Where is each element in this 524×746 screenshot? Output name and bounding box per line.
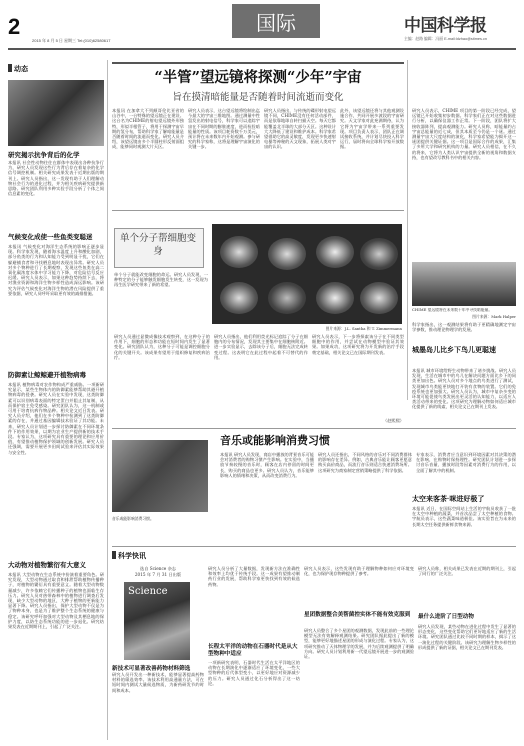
story2-title: 城墨岛儿比乡下鸟儿更聪速 — [412, 347, 496, 354]
sci-intro: 单个分子就能改变细胞的命运。研究人员发现，一种特定的分子能够触发细胞发生转变，这一发现为再生医学研究带来了新的希望。 — [114, 272, 208, 288]
section-tab: 国际 — [232, 4, 320, 38]
story3-body: 本报讯 近日，在国际空间站上生活的宇航员收获了一批在太空中种植的蔬菜，并首次品尝了太空种植的食物。宇航员表示，这些蔬菜味道极佳。该实验旨在为未来的长期太空任务提供新鲜食物来源。 — [412, 506, 516, 527]
consumer-caption: 音乐或能影响消费习惯。 — [112, 516, 154, 521]
bottom-col3: 研究人员表示，这些发现有助于理解物种如何应对环境变化，也为保护现存物种提供了参考。 — [304, 566, 414, 577]
art3-title: 防御素让鲸鲸避开植物病毒 — [8, 372, 86, 379]
main-right-divider — [407, 60, 408, 400]
journal-cover — [124, 582, 190, 660]
bottom-label-marker — [112, 551, 116, 559]
masthead: 中国科学报 — [404, 16, 487, 36]
right-col-text2: 科学家指出，这一观测结果将有助于更精确地测定宇宙学参数，推动理论物理学的发展。 — [412, 322, 516, 333]
date-line: 2015 年 8 月 5 日 星期三 Tel:(010)62580617 — [32, 38, 111, 43]
main-top-rule — [112, 62, 404, 64]
sci-col1: 研究人员通过显微成像技术观察到，在这种分子的作用下，细胞的形态和功能在短时间内发生了显著变化。研究团队认为，这种分子可能是调控细胞分化的关键开关。该成果有望用于组织修复和疾病治疗。 — [114, 334, 210, 360]
pull-quote: 单个分子帮细胞变身 — [119, 233, 196, 257]
journal-source: 选自 Science 杂志 — [140, 566, 176, 571]
art3-body: 本报讯 植物病毒对农作物构成严重威胁。一项新研究显示，某些生物体内的防御素能够帮助其避开植物病毒的侵袭。研究人员在实验中发现，这类防御素可以识别病毒表面的特定蛋白并阻止其复制，从而保护宿主免受感染。研究团队认为，这一机制或可用于培育抗病作物品种。相关论文近日发表。研究人员介绍，他们在多个物种中检测到了这类防御素的存在，并通过基因编辑技术验证了其功能。未来，研究人员计划进一步探讨防御素在不同环境条件下的作用效果，以期为农业生产提供新的技术手段。专家认为，这项研究具有重要的理论和应用价值，有望推动植物保护领域的创新发展。研究人员还强调，需要开展更多田间试验来评估其实际效果与安全性。 — [8, 382, 104, 455]
right-col-text: 研究人员表示，CHIME 项目的第一阶段已经完成，望远镜已开始收集初步数据。科学家们正在对这些数据进行分析，以确保仪器工作正常。下一阶段，团队将扩大接收器阵列，提高观测能力。研究人员称，暗能量约占宇宙总能量的近七成，但其本质至今仍是一个谜。通过测量宇宙大尺度结构的演化，科学家希望能为揭开这一谜团提供关键证据。这一项目是国际合作的成果，汇集了多所大学和研究机构的力量。研究人员相信，在不久的将来，它将为人类认识宇宙提供全新的视角和数据支持，也有望改写教科书中的相关内容。 — [412, 108, 516, 160]
consumer-col2: 研究人员还指出，不同风格的音乐对不同消费群体的影响存在差异。例如，古典音乐能让顾客更愿意购买高价商品，而流行音乐则适合快速消费场所。这项研究为商家制定营销策略提供了科学依据。 — [318, 452, 412, 473]
main-credit: （赵熙熙） — [383, 418, 404, 423]
story-b-title: 长程太平洋的动物在石器时代是从大型物种中适应 — [208, 644, 298, 657]
consumer-top-rule — [112, 428, 516, 429]
art2-title: 气候变化成使一些鱼类变聪迷 — [8, 234, 93, 241]
contact-line: 主编：赵路 编辑：冯丽 E-mail:ldzhao@stimes.cn — [404, 37, 487, 41]
sci-col3: 研究人员表示，下一步将探索该分子在不同类型细胞中的作用，并尝试在动物模型中验证其效果。如果成功，这项研究将为开发新的治疗手段奠定基础，相关论文已在国际期刊发表。 — [312, 334, 404, 355]
main-title: “半管”望远镜将探测“少年”宇宙 — [154, 69, 362, 86]
main-col3: 研究人员指出，与传统的碟形射电望远镜不同，CHIME没有任何活动部件，而是依靠地球自转扫描天空。每天它都能覆盖北半球的大部分天区。这种设计大大降低了建设和维护成本。科学家希望借助它的高灵敏度，发现更多快速射电暴等神秘的天文现象，拓展人类对宇宙的认识。 — [264, 108, 336, 150]
art4-body: 本报讯 大型动物在生态系统中扮演着重要角色。研究发现，大型动物通过取食和排泄帮助植物传播种子，对植物的繁衍具有重要意义。随着大型动物数量减少，许多依赖它们传播种子的植物也面临生存压力。研究人员对热带森林中的植物进行调查后发现，缺少大型动物的地区，大种子植物的更新能力显著下降。研究人员指出，保护大型动物不仅是为了物种本身，也是为了维护整个生态系统的健康与稳定。该研究呼吁加强对大型动物及其栖息地的保护力度，以防生态系统功能的进一步退化。研究结果发表在近期期刊上，引起了广泛关注。 — [8, 572, 104, 630]
bottom-label: 科学快讯 — [118, 553, 146, 560]
bottom-col4: 研究人员称，相关成果已发表在近期的期刊上，引起了同行的广泛关注。 — [418, 566, 516, 577]
story-b-body: 一项新研究表明，石器时代生活在太平洋地区的动物在长期演化中逐渐适应了环境变化，一些大型物种的后代体型变小，以更好地应对资源减少的压力。研究人员通过化石分析得出了这一结论。 — [208, 660, 300, 686]
header-rule — [8, 48, 516, 50]
story-a-body: 研究人员开发出一种新技术，能够显著提高药物材料的筛选效率。该技术利用高通量方法，可在短时间内测试大量候选物质，为新药研发节约时间和成本。 — [112, 672, 204, 693]
main-col1: 本报讯 在加拿大不列颠哥伦比亚省的山谷中，一台特殊的望远镜正在建设。这台名为CHIME的射电望远镜外形独特，形似半根管子，将用于探测宇宙早期的氢分布，帮助科学家了解暗能量是否随着时间的流逝而变化。研究人员介绍，该望远镜由多个半圆柱形反射面组成，能够同时观测大片天区。 — [112, 108, 184, 150]
art4-title: 大动物对植物繁衍有大意义 — [8, 562, 86, 569]
consumer-col3: 专家表示，消费者应当意识到环境因素对其决策的潜在影响，在购物时保持理性。研究团队计划进一步探讨音乐音量、播放时段等因素对消费行为的作用，以全面了解其中的机制。 — [416, 452, 516, 473]
bottom-top-rule — [112, 546, 516, 547]
cover-title: Science — [128, 586, 168, 597]
left-label: 动态 — [14, 66, 28, 73]
bottom-col2: 研究人员分析了大量数据，发现新方法在准确性和效率上均优于传统手段。这一成果有望推动制药行业的发展，帮助科学家更快找到有效的候选药物。 — [208, 566, 300, 587]
page-number: 2 — [8, 14, 21, 39]
story2-body: 本报讯 城市环境给野生动物带来了诸多挑战。研究人员发现，生活在城市中的鸟儿在解决问题方面比乡下的同类更加出色。研究人员对多个地点的鸟类进行了测试，发现城市鸟类能更快地打开装有食物的装置。它们的免疫系统也更加强大。研究人员认为，城市中复杂多变的环境可能促使鸟类发展出更灵活的认知能力，以适应人类活动带来的变化。这项研究为理解动物如何适应城市化提供了新的线索，相关论文已在期刊上发表。 — [412, 368, 516, 410]
main-col2: 研究人员表示，这台望远镜将绘制出迄今最大的宇宙三维地图。通过测量中性氢发出的射电信号，科学家可以追踪宇宙在不同时期的膨胀速度，进而检验暗能量的性质。该项目耗资数千万美元，预计将在未来数年内开始观测。参与研究的科学家称，这将是理解宇宙演化的关键一步。 — [188, 108, 260, 150]
art1-title: 研究揭示抗争背后的化学 — [8, 152, 80, 159]
chime-credit: 图片来源：Mark Halper — [472, 314, 516, 319]
left-divider — [107, 60, 108, 740]
story-d-title: 最什么进阶了日型动物 — [418, 614, 474, 620]
art2-body: 本报讯 气候变化对海洋生态系统的影响正逐步显现。科学家发现，随着海水温度上升和酸化加剧，部分鱼类的行为和认知能力受到明显干扰，它们在躲避捕食者和寻找栖息地时表现出异常。研究人员对多个物种进行了长期观察，发现这些鱼类在高二氧化碳浓度水体中学习能力下降，对危险信号反应迟缓。研究人员表示，如果这种趋势持续下去，将对渔业资源和海洋生物多样性造成深远影响。该研究为评估气候变化对海洋生物的潜在风险提供了重要依据，研究人员呼吁采取更有效的减排措施。 — [8, 244, 104, 296]
main-col4: 此外，该望远镜还将与其他观测设施合作，共同开展多波段的宇宙研究。天文学家对此充满期待，认为它将为宇宙学带来一系列重要发现。项目负责人表示，团队正在调试接收系统，并计划尽快投入科学运行，届时将向全球科学家开放数据。 — [340, 108, 404, 150]
sci-col2: 研究人员指出，他们利用荧光标记追踪了分子在细胞内的分布情况，发现其主要集中在细胞核附近。进一步实验显示，去除该分子后，细胞无法完成转变过程。这表明它在此过程中起着不可替代的作用。 — [214, 334, 308, 360]
sci-top-rule — [112, 210, 404, 211]
chime-caption: CHIME 望远镜将在未来数十年中寻找暗能量。 — [412, 308, 493, 312]
art1-body: 本报讯 社会性动物往往在群体中表现出各种抗争行为，研究人员发现这些行为背后存在着复杂的化学信号调控机制。相关研究成果发表于近期出版的期刊上。研究人员指出，这一发现有助于人们理解动物社会行为的进化过程，并为相关疾病研究提供新思路。研究团队利用多种实验手段分析了个体之间信息素的变化。 — [8, 160, 104, 197]
consumer-title: 音乐或能影响消费习惯 — [220, 434, 330, 447]
money-photo — [112, 440, 208, 512]
consumer-col1: 本报讯 研究人员发现，商店中播放的背景音乐可能会对消费者的购物习惯产生影响。在实验中，当播放节奏较慢的音乐时，顾客在店内停留的时间更长，购买的商品也更多。研究人员认为，音乐能够影响人的情绪和决策，从而改变消费行为。 — [220, 452, 314, 478]
story3-title: 太空来客茶·咪进好极了 — [412, 496, 485, 503]
story-c-body: 研究人员整合了多个星团的观测数据，发现此前的一些理论模型无法有效解释观测结果。研究团队据此提出了新的模型，能够更好地描述星团的形成与演化过程。专家认为，这项研究推动了天体物理学的发展，并为后续观测提供了明确方向。研究人员计划利用新一代望远镜开展进一步的观测验证。 — [304, 628, 414, 660]
microscopy-image — [212, 224, 402, 324]
hands-photo — [8, 80, 104, 146]
story-c-title: 星团数据整合美帮菌控实体不能有效克服到 — [304, 612, 411, 618]
sci-caption: 图片来源：J.L. Santha 和 T. Zimmermann — [325, 326, 402, 331]
label-marker — [8, 64, 12, 72]
journal-date: 2015 年 7 月 31 日出版 — [134, 572, 182, 577]
main-subtitle: 旨在摸清暗能量是否随着时间流逝而变化 — [172, 92, 344, 103]
story-d-body: 研究人员发现，某些动物在进化过程中发生了显著的形态变化，这些变化帮助它们更好地适应了新的生活环境。研究团队通过比较不同时期的样本，揭示了这一演化过程的关键阶段。该研究为理解生物多样性的形成提供了新的证据，相关论文已在期刊发表。 — [418, 624, 516, 650]
story-a-title: 新技术可显著改善药物材料筛选 — [112, 666, 191, 672]
chime-photo — [412, 262, 516, 306]
